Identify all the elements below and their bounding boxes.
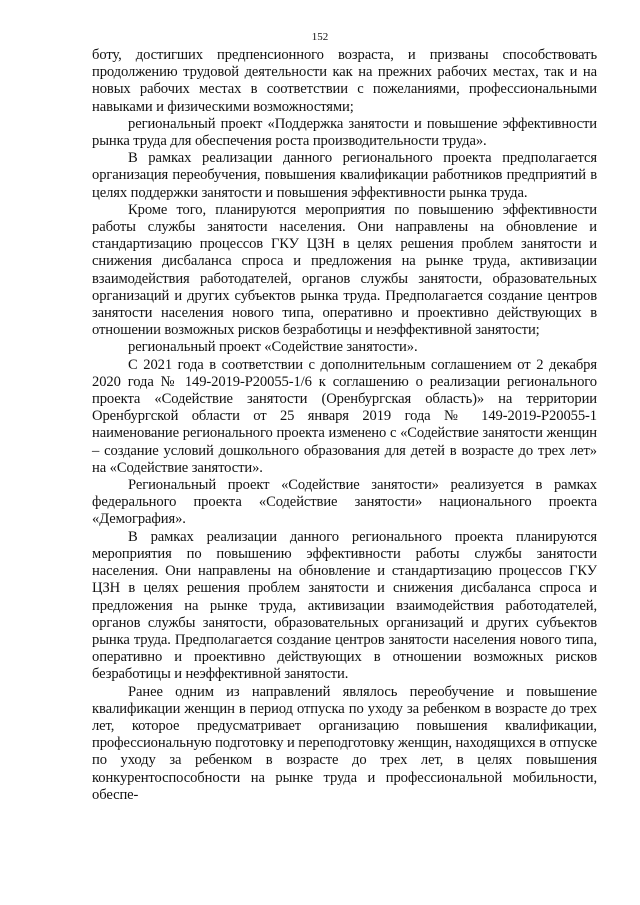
paragraph-5: региональный проект «Содействие занятости». [128,339,418,356]
paragraph-2: региональный проект «Поддержка занятости и повышение эффективности рынка труда для обеспечения роста производительности труда». [92,115,597,150]
paragraph-6: С 2021 года в соответствии с дополнительным соглашением от 2 декабря 2020 года № 149-2019-P20055-1/6 к соглашению о реализации регионального проекта «Содействие занятости (Оренбургская область)» на территории Оренбургской области от 25 января 2019 года № 149-2019-P20055-1 наименование регионального проекта изменено с «Содействие занятости женщин – создание условий дошкольного образования для детей в возрасте до трех лет» на «Содействие занятости». [92,356,597,476]
paragraph-3: В рамках реализации данного регионального проекта предполагается организация переобучения, повышения квалификации работников предприятий в целях поддержки занятости и повышения эффективности рынка труда. [92,150,597,201]
paragraph-9: Ранее одним из направлений являлось переобучение и повышение квалификации женщин в период отпуска по уходу за ребенком в возрасте до трех лет, которое предусматривает организацию повышения квалификации, профессиональную подготовку и переподготовку женщин, находящихся в отпуске по уходу за ребенком в возрасте до трех лет, в целях повышения конкурентоспособности на рынке труда и профессиональной мобильности, обеспе- [92,683,597,803]
paragraph-7: Региональный проект «Содействие занятости» реализуется в рамках федерального проекта «Содействие занятости» национального проекта «Демография». [92,477,597,528]
paragraph-4: Кроме того, планируются мероприятия по повышению эффективности работы службы занятости населения. Они направлены на обновление и стандартизацию процессов ГКУ ЦЗН в целях решения проблем занятости и снижения дисбаланса спроса и предложения на рынке труда, активизации взаимодействия работодателей, органов службы занятости, образовательных организаций и других субъектов рынка труда. Предполагается создание центров занятости населения нового типа, оперативно и проективно действующих в отношении возможных рисков безработицы и неэффективной занятости; [92,201,597,339]
paragraph-1: боту, достигших предпенсионного возраста, и призваны способствовать продолжению трудовой деятельности как на прежних рабочих местах, так и на новых рабочих местах в соответствии с пожеланиями, профессиональными навыками и физическими возможностями; [92,47,597,115]
page-number: 152 [311,31,329,43]
paragraph-8: В рамках реализации данного регионального проекта планируются мероприятия по повышению эффективности работы службы занятости населения. Они направлены на обновление и стандартизацию процессов ГКУ ЦЗН в целях решения проблем занятости и снижения дисбаланса спроса и предложения на рынке труда, активизации взаимодействия работодателей, органов службы занятости, образовательных организаций и других субъектов рынка труда. Предполагается создание центров занятости населения нового типа, оперативно и проективно действующих в отношении возможных рисков безработицы и неэффективной занятости. [92,528,597,683]
document-body [92,47,597,804]
